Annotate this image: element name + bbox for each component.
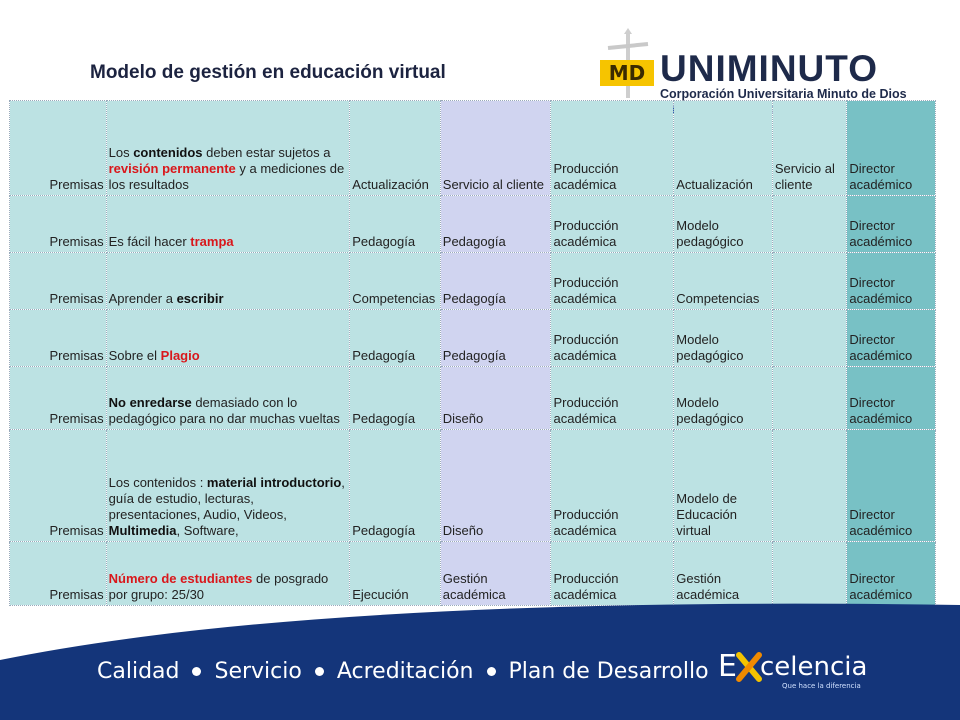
component-cell: Modelo pedagógico xyxy=(674,196,773,253)
highlight-text: Plagio xyxy=(160,348,200,363)
statement-text: Es fácil hacer xyxy=(108,234,191,249)
bullet-dot-icon xyxy=(487,667,496,676)
service-cell: Servicio al cliente xyxy=(772,101,846,196)
statement-text: , Software, xyxy=(176,523,239,538)
bold-text: contenidos xyxy=(133,145,203,160)
responsible-cell: Director académico xyxy=(847,101,936,196)
premise-cell: Premisas xyxy=(10,542,107,606)
statement-text: Los xyxy=(108,145,134,160)
area-cell: Diseño xyxy=(440,430,551,542)
responsible-cell: Director académico xyxy=(847,196,936,253)
category-cell: Actualización xyxy=(350,101,441,196)
statement-text: Aprender a xyxy=(108,291,177,306)
table-row xyxy=(10,196,936,253)
statement-text: Los contenidos : xyxy=(108,475,207,490)
logo-subtitle: Corporación Universitaria Minuto de Dios xyxy=(660,87,907,101)
service-cell xyxy=(772,430,846,542)
premise-cell: Premisas xyxy=(10,310,107,367)
bold-text: Multimedia xyxy=(108,523,177,538)
area-cell: Diseño xyxy=(440,367,551,430)
statement-text: , guía de estudio, lecturas, presentaciones, Audio, Videos, xyxy=(108,475,345,522)
table-row xyxy=(10,367,936,430)
highlight-text: trampa xyxy=(190,234,234,249)
category-cell: Pedagogía xyxy=(350,430,441,542)
bullet-dot-icon xyxy=(192,667,201,676)
area-cell: Gestión académica xyxy=(440,542,551,606)
bold-text: material introductorio xyxy=(206,475,342,490)
table-row xyxy=(10,253,936,310)
service-cell xyxy=(772,196,846,253)
process-cell: Producción académica xyxy=(551,542,674,606)
bullet-dot-icon xyxy=(315,667,324,676)
statement-cell xyxy=(106,253,350,310)
component-cell: Actualización xyxy=(674,101,773,196)
process-cell: Producción académica xyxy=(551,310,674,367)
excelencia-logo xyxy=(718,649,868,700)
category-cell: Pedagogía xyxy=(350,196,441,253)
category-cell: Pedagogía xyxy=(350,310,441,367)
bold-text: No enredarse xyxy=(108,395,192,410)
footer-item-calidad: Calidad xyxy=(97,659,180,684)
component-cell: Modelo pedagógico xyxy=(674,310,773,367)
statement-cell xyxy=(106,542,350,606)
statement-cell xyxy=(106,430,350,542)
bold-text: escribir xyxy=(176,291,224,306)
process-cell: Producción académica xyxy=(551,430,674,542)
premise-cell: Premisas xyxy=(10,430,107,542)
statement-cell xyxy=(106,101,350,196)
highlight-text: Número de estudiantes xyxy=(108,571,253,586)
responsible-cell: Director académico xyxy=(847,430,936,542)
table-row xyxy=(10,542,936,606)
process-cell: Producción académica xyxy=(551,196,674,253)
component-cell: Gestión académica xyxy=(674,542,773,606)
highlight-text: revisión permanente xyxy=(108,161,236,176)
service-cell xyxy=(772,310,846,367)
excelencia-tagline: Que hace la diferencia xyxy=(782,682,861,690)
excelencia-rest: celencia xyxy=(760,652,868,682)
area-cell: Servicio al cliente xyxy=(440,101,551,196)
process-cell: Producción académica xyxy=(551,101,674,196)
category-cell: Pedagogía xyxy=(350,367,441,430)
footer-item-acreditacion: Acreditación xyxy=(336,659,474,684)
statement-text: deben estar sujetos a xyxy=(202,145,331,160)
premise-cell: Premisas xyxy=(10,196,107,253)
x-mark-icon xyxy=(736,652,762,682)
logo-name: UNIMINUTO xyxy=(660,48,878,89)
service-cell xyxy=(772,253,846,310)
uniminuto-logo xyxy=(598,28,940,102)
process-cell: Producción académica xyxy=(551,367,674,430)
component-cell: Modelo pedagógico xyxy=(674,367,773,430)
service-cell xyxy=(772,367,846,430)
category-cell: Competencias xyxy=(350,253,441,310)
table-row xyxy=(10,310,936,367)
area-cell: Pedagogía xyxy=(440,253,551,310)
responsible-cell: Director académico xyxy=(847,253,936,310)
responsible-cell: Director académico xyxy=(847,542,936,606)
category-cell: Ejecución xyxy=(350,542,441,606)
statement-text: Sobre el xyxy=(108,348,161,363)
area-cell: Pedagogía xyxy=(440,310,551,367)
table-row xyxy=(10,101,936,196)
slide-title: Modelo de gestión en educación virtual xyxy=(90,62,446,83)
table-row xyxy=(10,430,936,542)
footer-item-plan: Plan de Desarrollo xyxy=(508,659,709,684)
service-cell xyxy=(772,542,846,606)
svg-text:MD: MD xyxy=(608,61,646,85)
md-monogram-icon xyxy=(598,28,658,102)
statement-cell xyxy=(106,196,350,253)
premise-cell: Premisas xyxy=(10,367,107,430)
process-cell: Producción académica xyxy=(551,253,674,310)
management-model-table xyxy=(9,100,936,606)
statement-cell xyxy=(106,367,350,430)
component-cell: Modelo de Educación virtual xyxy=(674,430,773,542)
premise-cell: Premisas xyxy=(10,253,107,310)
statement-text: y a mediciones de los resultados xyxy=(108,161,345,192)
premise-cell: Premisas xyxy=(10,101,107,196)
statement-text: de posgrado por grupo: 25/30 xyxy=(108,571,329,602)
footer-values xyxy=(97,659,709,684)
component-cell: Competencias xyxy=(674,253,773,310)
responsible-cell: Director académico xyxy=(847,310,936,367)
area-cell: Pedagogía xyxy=(440,196,551,253)
responsible-cell: Director académico xyxy=(847,367,936,430)
excelencia-e: E xyxy=(718,649,737,684)
statement-text: demasiado con lo pedagógico para no dar muchas vueltas xyxy=(108,395,340,426)
statement-cell xyxy=(106,310,350,367)
footer-item-servicio: Servicio xyxy=(214,659,302,684)
